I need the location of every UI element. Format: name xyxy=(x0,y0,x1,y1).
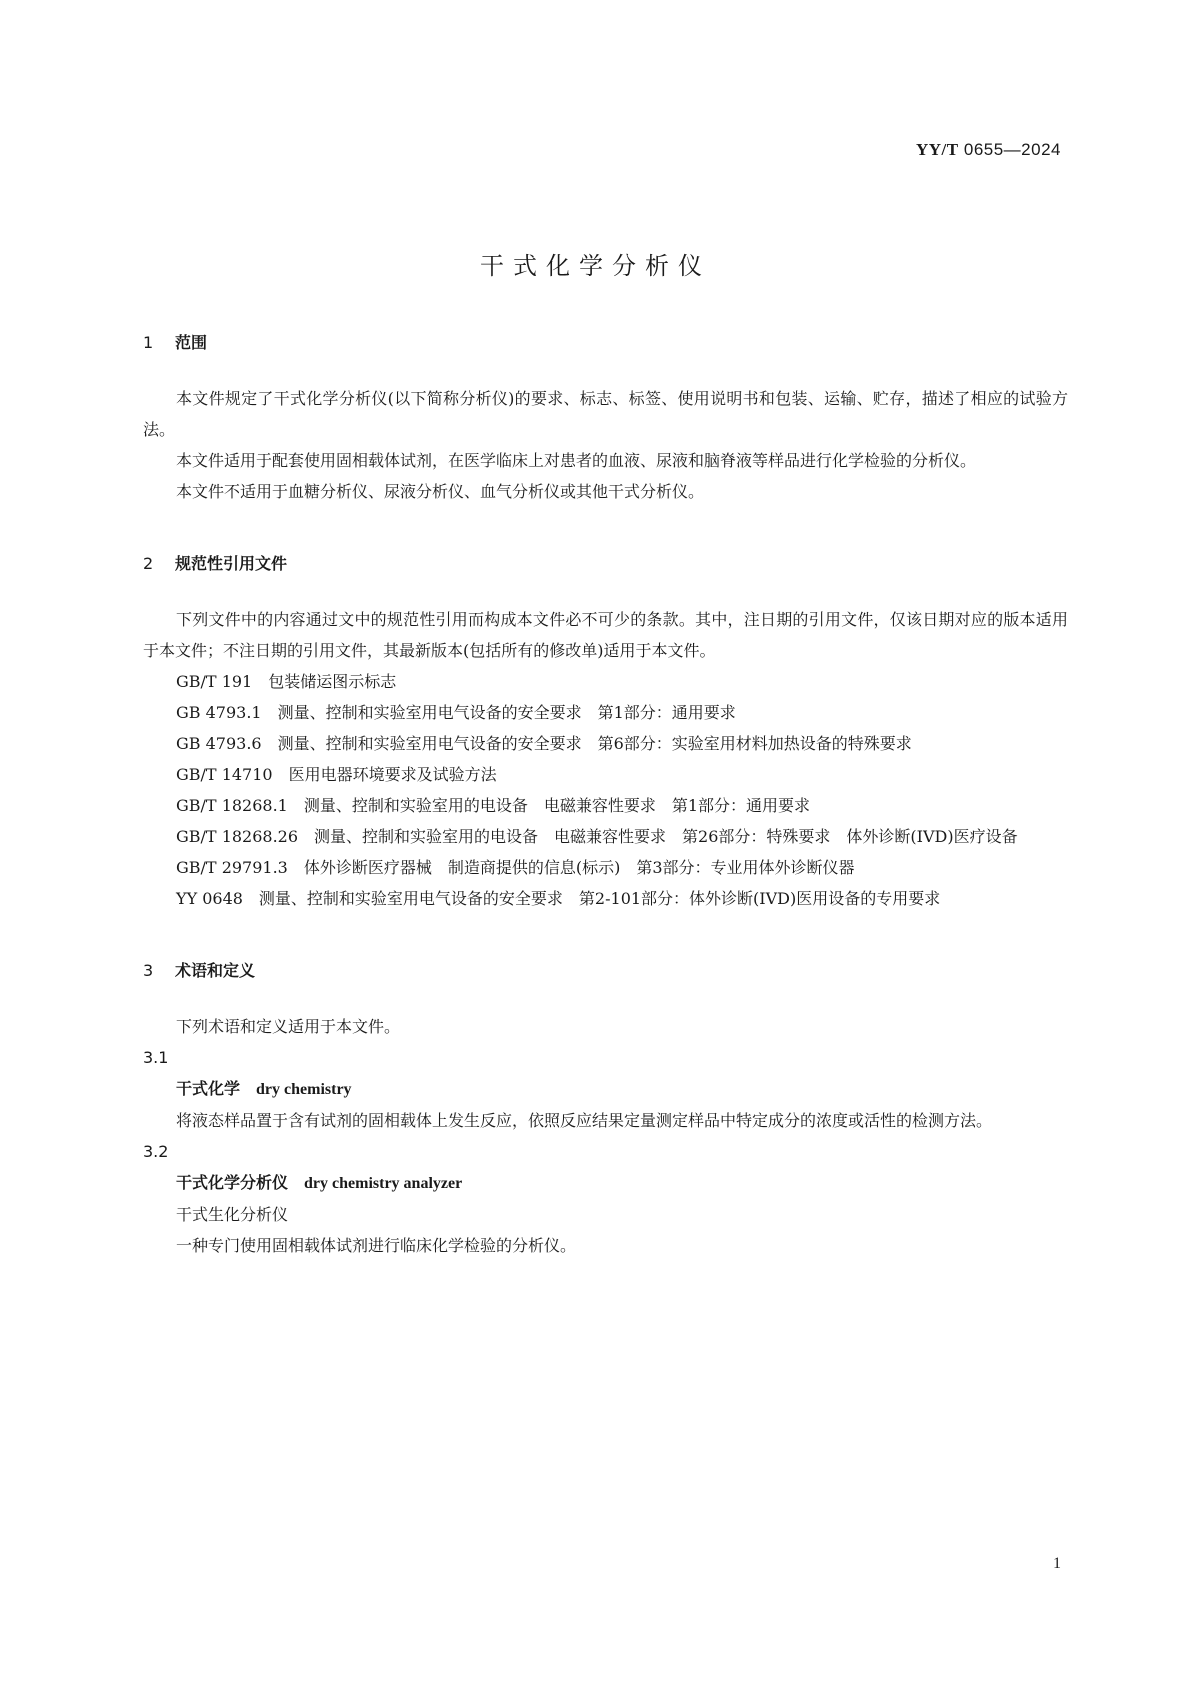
term-definition: 一种专门使用固相载体试剂进行临床化学检验的分析仪。 xyxy=(176,1236,577,1255)
section-number: 1 xyxy=(143,333,154,352)
document-body xyxy=(143,330,1068,1261)
reference-item: GB/T 29791.3 体外诊断医疗器械 制造商提供的信息(标示) 第3部分：专业用体外诊断仪器 xyxy=(176,858,855,877)
reference-item: GB 4793.6 测量、控制和实验室用电气设备的安全要求 第6部分：实验室用材料加热设备的特殊要求 xyxy=(176,734,912,753)
reference-item: GB/T 191 包装储运图示标志 xyxy=(176,672,397,691)
reference-item: GB/T 18268.1 测量、控制和实验室用的电设备 电磁兼容性要求 第1部分：通用要求 xyxy=(176,796,811,815)
standard-prefix: YY/T xyxy=(916,140,959,159)
term-zh: 干式化学 xyxy=(176,1079,241,1098)
term-zh: 干式化学分析仪 xyxy=(176,1173,289,1192)
paragraph: 本文件适用于配套使用固相载体试剂，在医学临床上对患者的血液、尿液和脑脊液等样品进行化学检验的分析仪。 xyxy=(176,451,977,470)
section-number: 3 xyxy=(143,961,154,980)
term-heading xyxy=(143,1167,1068,1199)
paragraph: 下列术语和定义适用于本文件。 xyxy=(176,1017,401,1036)
section-3-heading xyxy=(143,958,1068,981)
term-number: 3.2 xyxy=(143,1142,169,1161)
reference-item: GB/T 14710 医用电器环境要求及试验方法 xyxy=(176,765,497,784)
reference-item: GB/T 18268.26 测量、控制和实验室用的电设备 电磁兼容性要求 第26部分：特殊要求 体外诊断(IVD)医疗设备 xyxy=(176,827,1018,846)
section-1-heading xyxy=(143,330,1068,353)
reference-item: YY 0648 测量、控制和实验室用电气设备的安全要求 第2-101部分：体外诊断(IVD)医用设备的专用要求 xyxy=(176,889,941,908)
term-definition: 将液态样品置于含有试剂的固相载体上发生反应，依照反应结果定量测定样品中特定成分的浓度或活性的检测方法。 xyxy=(176,1111,993,1130)
page-number: 1 xyxy=(1053,1555,1061,1572)
paragraph: 本文件规定了干式化学分析仪(以下简称分析仪)的要求、标志、标签、使用说明书和包装、运输、贮存，描述了相应的试验方法。 xyxy=(143,389,1068,439)
document-title: 干式化学分析仪 xyxy=(480,252,711,280)
term-en: dry chemistry xyxy=(256,1081,352,1098)
section-title: 范围 xyxy=(175,333,208,352)
term-heading xyxy=(143,1073,1068,1105)
section-title: 术语和定义 xyxy=(175,961,256,980)
section-2-heading xyxy=(143,551,1068,574)
reference-item: GB 4793.1 测量、控制和实验室用电气设备的安全要求 第1部分：通用要求 xyxy=(176,703,736,722)
term-number: 3.1 xyxy=(143,1048,169,1067)
standard-number: 0655—2024 xyxy=(963,140,1061,159)
section-title: 规范性引用文件 xyxy=(175,554,288,573)
section-number: 2 xyxy=(143,554,154,573)
term-alternative: 干式生化分析仪 xyxy=(176,1205,289,1224)
standard-code xyxy=(916,140,1061,160)
paragraph: 下列文件中的内容通过文中的规范性引用而构成本文件必不可少的条款。其中，注日期的引用文件，仅该日期对应的版本适用于本文件；不注日期的引用文件，其最新版本(包括所有的修改单)适用于本文件。 xyxy=(143,610,1068,660)
paragraph: 本文件不适用于血糖分析仪、尿液分析仪、血气分析仪或其他干式分析仪。 xyxy=(176,482,705,501)
term-en: dry chemistry analyzer xyxy=(304,1175,463,1192)
